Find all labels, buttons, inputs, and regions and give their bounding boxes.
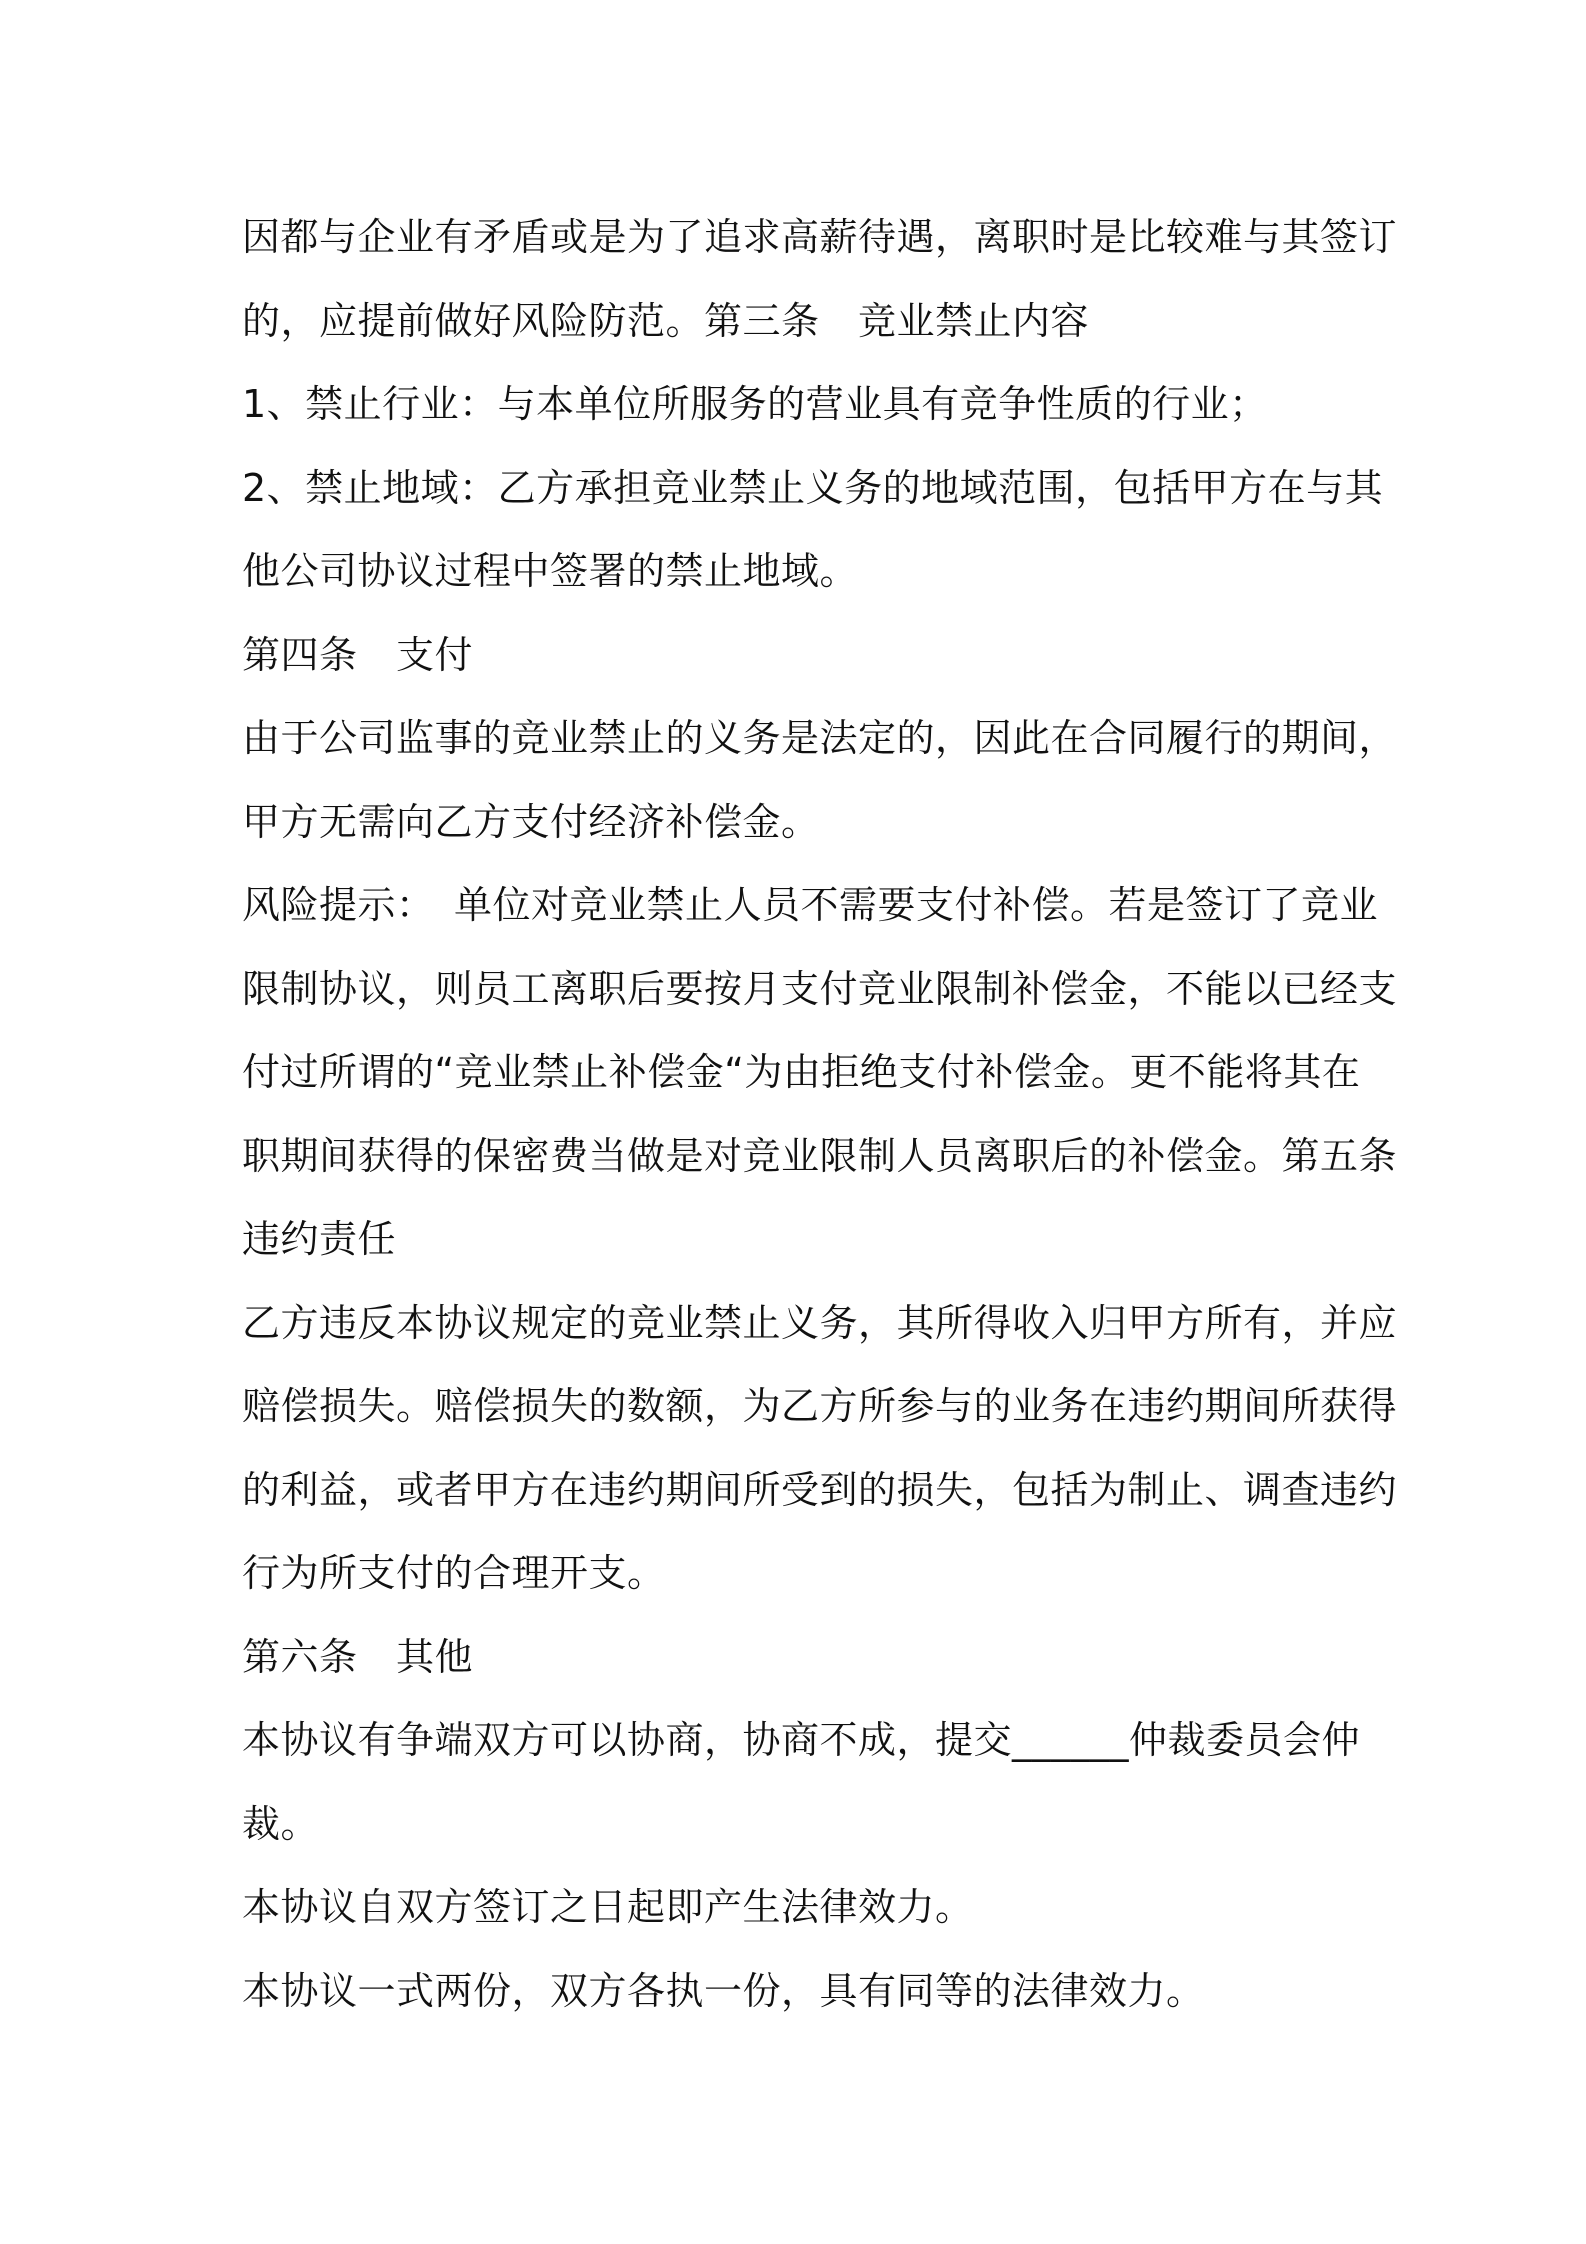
text-line: 本协议一式两份，双方各执一份，具有同等的法律效力。 [242, 1968, 1205, 2013]
text-line: 限制协议，则员工离职后要按月支付竞业限制补偿金，不能以已经支 [242, 966, 1398, 1011]
text-line: 因都与企业有矛盾或是为了追求高薪待遇，离职时是比较难与其签订 [242, 215, 1398, 259]
document-body [242, 196, 1398, 2033]
text-line: 的，应提前做好风险防范。第三条 竞业禁止内容 [242, 298, 1090, 343]
text-line: 本协议自双方签订之日起即产生法律效力。 [242, 1885, 974, 1929]
text-line: 行为所支付的合理开支。 [242, 1551, 666, 1595]
text-line: 的利益，或者甲方在违约期间所受到的损失，包括为制止、调查违约 [242, 1467, 1398, 1512]
section-heading: 第四条 支付 [242, 632, 474, 677]
section-heading: 第六条 其他 [242, 1634, 474, 1679]
text-line: 由于公司监事的竞业禁止的义务是法定的，因此在合同履行的期间， [242, 716, 1398, 760]
text-line: 风险提示： 单位对竞业禁止人员不需要支付补偿。若是签订了竞业 [242, 883, 1379, 927]
text-line: 赔偿损失。赔偿损失的数额，为乙方所参与的业务在违约期间所获得 [242, 1384, 1398, 1428]
text-line: 甲方无需向乙方支付经济补偿金。 [242, 799, 820, 844]
text-line: 1、禁止行业：与本单位所服务的营业具有竞争性质的行业； [242, 382, 1268, 426]
text-line: 违约责任 [242, 1217, 397, 1261]
text-line: 本协议有争端双方可以协商，协商不成，提交______仲裁委员会仲 [242, 1718, 1361, 1762]
text-line: 职期间获得的保密费当做是对竞业限制人员离职后的补偿金。第五条 [242, 1133, 1398, 1178]
text-line: 2、禁止地域：乙方承担竞业禁止义务的地域范围，包括甲方在与其 [242, 465, 1384, 510]
text-line: 裁。 [242, 1801, 320, 1846]
text-line: 乙方违反本协议规定的竞业禁止义务，其所得收入归甲方所有，并应 [242, 1300, 1398, 1345]
text-line: 他公司协议过程中签署的禁止地域。 [242, 549, 859, 593]
text-line: 付过所谓的“竞业禁止补偿金“为由拒绝支付补偿金。更不能将其在 [242, 1050, 1361, 1094]
